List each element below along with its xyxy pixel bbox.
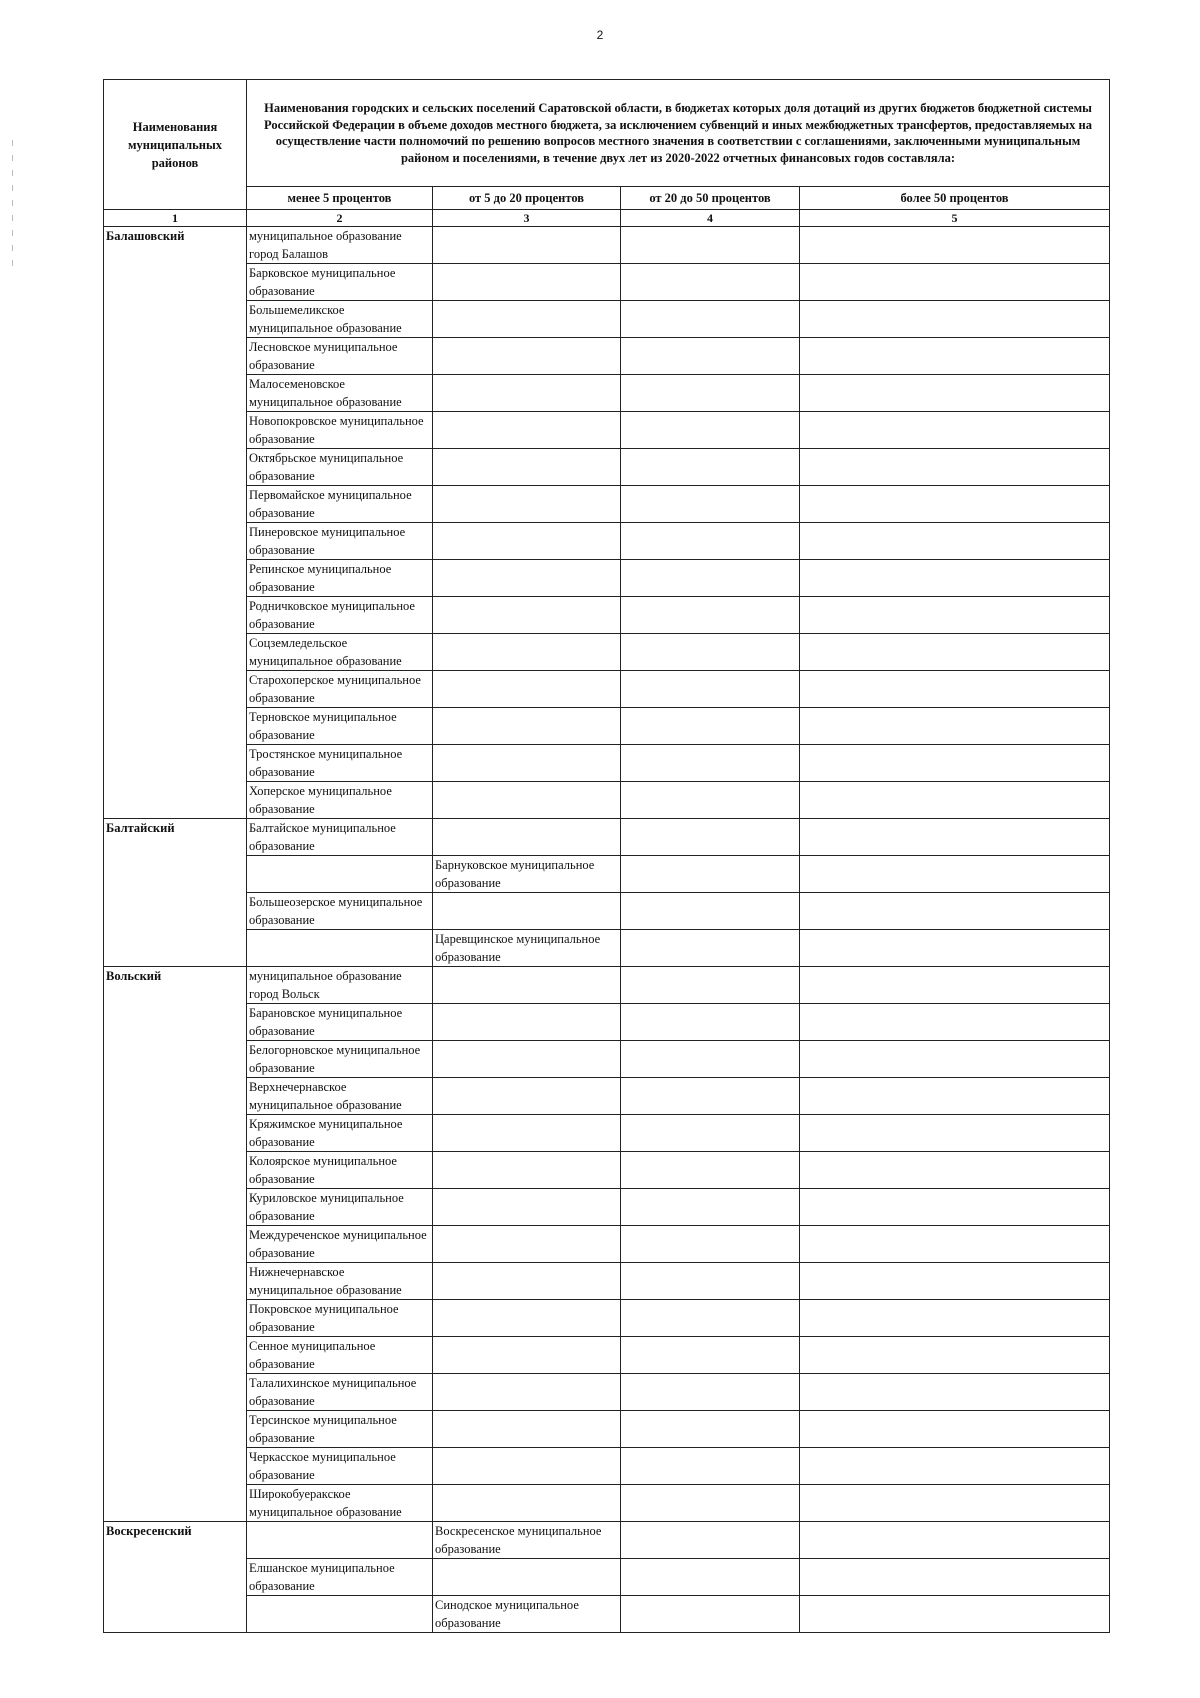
district-name: Воскресенский [104, 1522, 247, 1633]
table-row [104, 708, 1110, 745]
column-number: 1 [104, 210, 247, 227]
settlement-cell [433, 1300, 621, 1337]
column-number: 4 [621, 210, 800, 227]
settlement-cell [621, 1189, 800, 1226]
settlement-cell [800, 1004, 1110, 1041]
settlement-cell [800, 1485, 1110, 1522]
settlement-cell: Хоперское муниципальное образование [247, 782, 433, 819]
settlement-cell [621, 1596, 800, 1633]
table-row [104, 1448, 1110, 1485]
settlement-cell [433, 1263, 621, 1300]
settlement-cell [800, 1522, 1110, 1559]
settlement-cell: муниципальное образование город Вольск [247, 967, 433, 1004]
table-row [104, 375, 1110, 412]
settlement-cell [800, 671, 1110, 708]
settlement-cell [433, 708, 621, 745]
district-name: Балашовский [104, 227, 247, 819]
settlement-cell [621, 1041, 800, 1078]
settlement-cell: Терсинское муниципальное образование [247, 1411, 433, 1448]
table-row [104, 560, 1110, 597]
settlement-cell [800, 301, 1110, 338]
table-row [104, 819, 1110, 856]
column-number: 5 [800, 210, 1110, 227]
settlement-cell [433, 893, 621, 930]
settlements-table [103, 79, 1110, 1633]
settlement-cell [800, 449, 1110, 486]
settlement-cell: Синодское муниципальное образование [433, 1596, 621, 1633]
settlement-cell [621, 782, 800, 819]
header-settlements-description: Наименования городских и сельских поселений Саратовской области, в бюджетах которых доля дотаций из других бюджетов бюджетной системы Российской Федерации в объеме доходов местного бюджета, за исключением субвенций и иных межбюджетных трансфертов, предоставляемых на осуществление части полномочий по решению вопросов местного значения в соответствии с соглашениями, заключенными муниципальным районом и поселениями, в течение двух лет из 2020-2022 отчетных финансовых годов составляла: [247, 80, 1110, 187]
table-row [104, 1559, 1110, 1596]
table-row [104, 930, 1110, 967]
settlement-cell: Большеозерское муниципальное образование [247, 893, 433, 930]
district-name: Вольский [104, 967, 247, 1522]
settlement-cell [621, 1448, 800, 1485]
settlement-cell [800, 1115, 1110, 1152]
settlement-cell [247, 1522, 433, 1559]
table-row [104, 264, 1110, 301]
settlement-cell [800, 819, 1110, 856]
table-row [104, 745, 1110, 782]
settlement-cell [800, 560, 1110, 597]
settlement-cell [247, 1596, 433, 1633]
settlement-cell [433, 1559, 621, 1596]
settlement-cell [621, 1485, 800, 1522]
settlement-cell [433, 301, 621, 338]
settlement-cell [433, 745, 621, 782]
table-row [104, 893, 1110, 930]
settlement-cell: Барановское муниципальное образование [247, 1004, 433, 1041]
settlement-cell [433, 449, 621, 486]
settlement-cell [800, 1559, 1110, 1596]
settlement-cell [800, 486, 1110, 523]
table-row [104, 782, 1110, 819]
settlement-cell: Октябрьское муниципальное образование [247, 449, 433, 486]
settlement-cell [433, 671, 621, 708]
settlement-cell: Сенное муниципальное образование [247, 1337, 433, 1374]
settlement-cell: Барнуковское муниципальное образование [433, 856, 621, 893]
settlement-cell: Кряжимское муниципальное образование [247, 1115, 433, 1152]
settlement-cell: Родничковское муниципальное образование [247, 597, 433, 634]
settlement-cell [433, 1411, 621, 1448]
settlement-cell [800, 930, 1110, 967]
settlement-cell [621, 264, 800, 301]
settlement-cell [800, 227, 1110, 264]
settlement-cell [621, 967, 800, 1004]
settlement-cell [800, 338, 1110, 375]
settlement-cell: Верхнечернавское муниципальное образование [247, 1078, 433, 1115]
table-row [104, 856, 1110, 893]
settlement-cell: Пинеровское муниципальное образование [247, 523, 433, 560]
table-row [104, 227, 1110, 264]
settlement-cell [800, 1152, 1110, 1189]
settlement-cell [433, 967, 621, 1004]
settlement-cell: Царевщинское муниципальное образование [433, 930, 621, 967]
settlement-cell [621, 1226, 800, 1263]
settlement-cell [800, 1189, 1110, 1226]
settlement-cell [433, 412, 621, 449]
settlement-cell [621, 1522, 800, 1559]
settlement-cell [433, 819, 621, 856]
settlement-cell [621, 486, 800, 523]
page-number: 2 [596, 28, 604, 42]
settlement-cell [800, 634, 1110, 671]
table-row [104, 412, 1110, 449]
settlement-cell [247, 856, 433, 893]
settlement-cell [433, 782, 621, 819]
settlement-cell: Лесновское муниципальное образование [247, 338, 433, 375]
settlement-cell: Старохоперское муниципальное образование [247, 671, 433, 708]
settlement-cell: Барковское муниципальное образование [247, 264, 433, 301]
settlement-cell [800, 782, 1110, 819]
header-districts: Наименования муниципальных районов [104, 80, 247, 210]
table-row [104, 1522, 1110, 1559]
settlement-cell [800, 893, 1110, 930]
settlement-cell [621, 1337, 800, 1374]
settlement-cell [800, 1041, 1110, 1078]
settlement-cell [433, 1448, 621, 1485]
table-row [104, 597, 1110, 634]
settlement-cell [800, 967, 1110, 1004]
table-row [104, 486, 1110, 523]
settlement-cell [621, 930, 800, 967]
settlement-cell [621, 1411, 800, 1448]
settlement-cell [800, 523, 1110, 560]
settlement-cell [800, 412, 1110, 449]
table-row [104, 1189, 1110, 1226]
header-more-50: более 50 процентов [800, 187, 1110, 210]
settlement-cell: Куриловское муниципальное образование [247, 1189, 433, 1226]
header-less-5: менее 5 процентов [247, 187, 433, 210]
settlement-cell [621, 597, 800, 634]
settlement-cell [800, 1078, 1110, 1115]
settlement-cell [621, 634, 800, 671]
settlement-cell: Малосеменовское муниципальное образование [247, 375, 433, 412]
settlement-cell: Терновское муниципальное образование [247, 708, 433, 745]
settlement-cell [621, 301, 800, 338]
settlement-cell [433, 486, 621, 523]
settlement-cell [433, 227, 621, 264]
settlement-cell [621, 1263, 800, 1300]
settlement-cell [247, 930, 433, 967]
table-row [104, 1411, 1110, 1448]
settlement-cell [433, 1004, 621, 1041]
table-header [104, 80, 1110, 227]
settlement-cell [433, 1374, 621, 1411]
settlement-cell: муниципальное образование город Балашов [247, 227, 433, 264]
settlement-cell [800, 264, 1110, 301]
settlement-cell [800, 1300, 1110, 1337]
table-row [104, 1263, 1110, 1300]
settlement-cell: Белогорновское муниципальное образование [247, 1041, 433, 1078]
settlement-cell [433, 597, 621, 634]
settlement-cell: Талалихинское муниципальное образование [247, 1374, 433, 1411]
settlement-cell: Междуреченское муниципальное образование [247, 1226, 433, 1263]
table-row [104, 1152, 1110, 1189]
settlement-cell [433, 634, 621, 671]
settlement-cell [800, 745, 1110, 782]
table-row [104, 1485, 1110, 1522]
header-20-50: от 20 до 50 процентов [621, 187, 800, 210]
settlement-cell [800, 1263, 1110, 1300]
table-row [104, 1337, 1110, 1374]
settlement-cell [433, 560, 621, 597]
settlement-cell [800, 597, 1110, 634]
settlement-cell [621, 560, 800, 597]
table-row [104, 1078, 1110, 1115]
table-row [104, 1374, 1110, 1411]
table-row [104, 449, 1110, 486]
settlement-cell [621, 1374, 800, 1411]
settlement-cell [621, 671, 800, 708]
settlement-cell [621, 1559, 800, 1596]
settlement-cell: Нижнечернавское муниципальное образование [247, 1263, 433, 1300]
table-row [104, 1226, 1110, 1263]
settlement-cell [621, 708, 800, 745]
settlement-cell [433, 1041, 621, 1078]
settlement-cell [621, 338, 800, 375]
settlement-cell: Черкасское муниципальное образование [247, 1448, 433, 1485]
settlement-cell [621, 412, 800, 449]
settlement-cell [621, 523, 800, 560]
settlement-cell [433, 1115, 621, 1152]
table-row [104, 1115, 1110, 1152]
settlement-cell [433, 1485, 621, 1522]
settlement-cell [621, 375, 800, 412]
table-row [104, 1004, 1110, 1041]
table-row [104, 671, 1110, 708]
table-row [104, 1596, 1110, 1633]
settlement-cell [800, 708, 1110, 745]
settlement-cell: Елшанское муниципальное образование [247, 1559, 433, 1596]
settlement-cell [800, 1448, 1110, 1485]
settlement-cell [433, 1337, 621, 1374]
settlement-cell [800, 856, 1110, 893]
settlement-cell [433, 1078, 621, 1115]
table-row [104, 1041, 1110, 1078]
settlement-cell [621, 227, 800, 264]
settlement-cell: Колоярское муниципальное образование [247, 1152, 433, 1189]
column-number: 3 [433, 210, 621, 227]
settlement-cell: Репинское муниципальное образование [247, 560, 433, 597]
settlement-cell: Тростянское муниципальное образование [247, 745, 433, 782]
settlement-cell [621, 1152, 800, 1189]
settlement-cell [621, 1078, 800, 1115]
settlement-cell [433, 375, 621, 412]
settlement-cell [621, 1300, 800, 1337]
table-row [104, 634, 1110, 671]
settlement-cell: Первомайское муниципальное образование [247, 486, 433, 523]
settlement-cell [800, 1411, 1110, 1448]
settlement-cell [621, 1115, 800, 1152]
settlement-cell: Большемеликское муниципальное образование [247, 301, 433, 338]
header-5-20: от 5 до 20 процентов [433, 187, 621, 210]
scan-margin-marks [8, 140, 18, 275]
settlement-cell [621, 819, 800, 856]
settlement-cell: Новопокровское муниципальное образование [247, 412, 433, 449]
settlement-cell [800, 1596, 1110, 1633]
settlement-cell: Покровское муниципальное образование [247, 1300, 433, 1337]
settlement-cell [621, 893, 800, 930]
settlement-cell [433, 338, 621, 375]
table-body [104, 227, 1110, 1633]
settlement-cell [800, 1226, 1110, 1263]
column-number: 2 [247, 210, 433, 227]
table-row [104, 301, 1110, 338]
settlement-cell: Балтайское муниципальное образование [247, 819, 433, 856]
settlement-cell [433, 1152, 621, 1189]
settlement-cell [800, 375, 1110, 412]
settlement-cell: Широкобуеракское муниципальное образование [247, 1485, 433, 1522]
settlement-cell: Соцземледельское муниципальное образование [247, 634, 433, 671]
settlement-cell [621, 745, 800, 782]
settlement-cell: Воскресенское муниципальное образование [433, 1522, 621, 1559]
district-name: Балтайский [104, 819, 247, 967]
settlement-cell [621, 856, 800, 893]
settlement-cell [621, 1004, 800, 1041]
table-row [104, 523, 1110, 560]
settlement-cell [621, 449, 800, 486]
settlement-cell [433, 1226, 621, 1263]
settlement-cell [433, 264, 621, 301]
settlement-cell [433, 523, 621, 560]
table-row [104, 338, 1110, 375]
settlement-cell [433, 1189, 621, 1226]
table-row [104, 1300, 1110, 1337]
settlement-cell [800, 1374, 1110, 1411]
table-row [104, 967, 1110, 1004]
settlement-cell [800, 1337, 1110, 1374]
